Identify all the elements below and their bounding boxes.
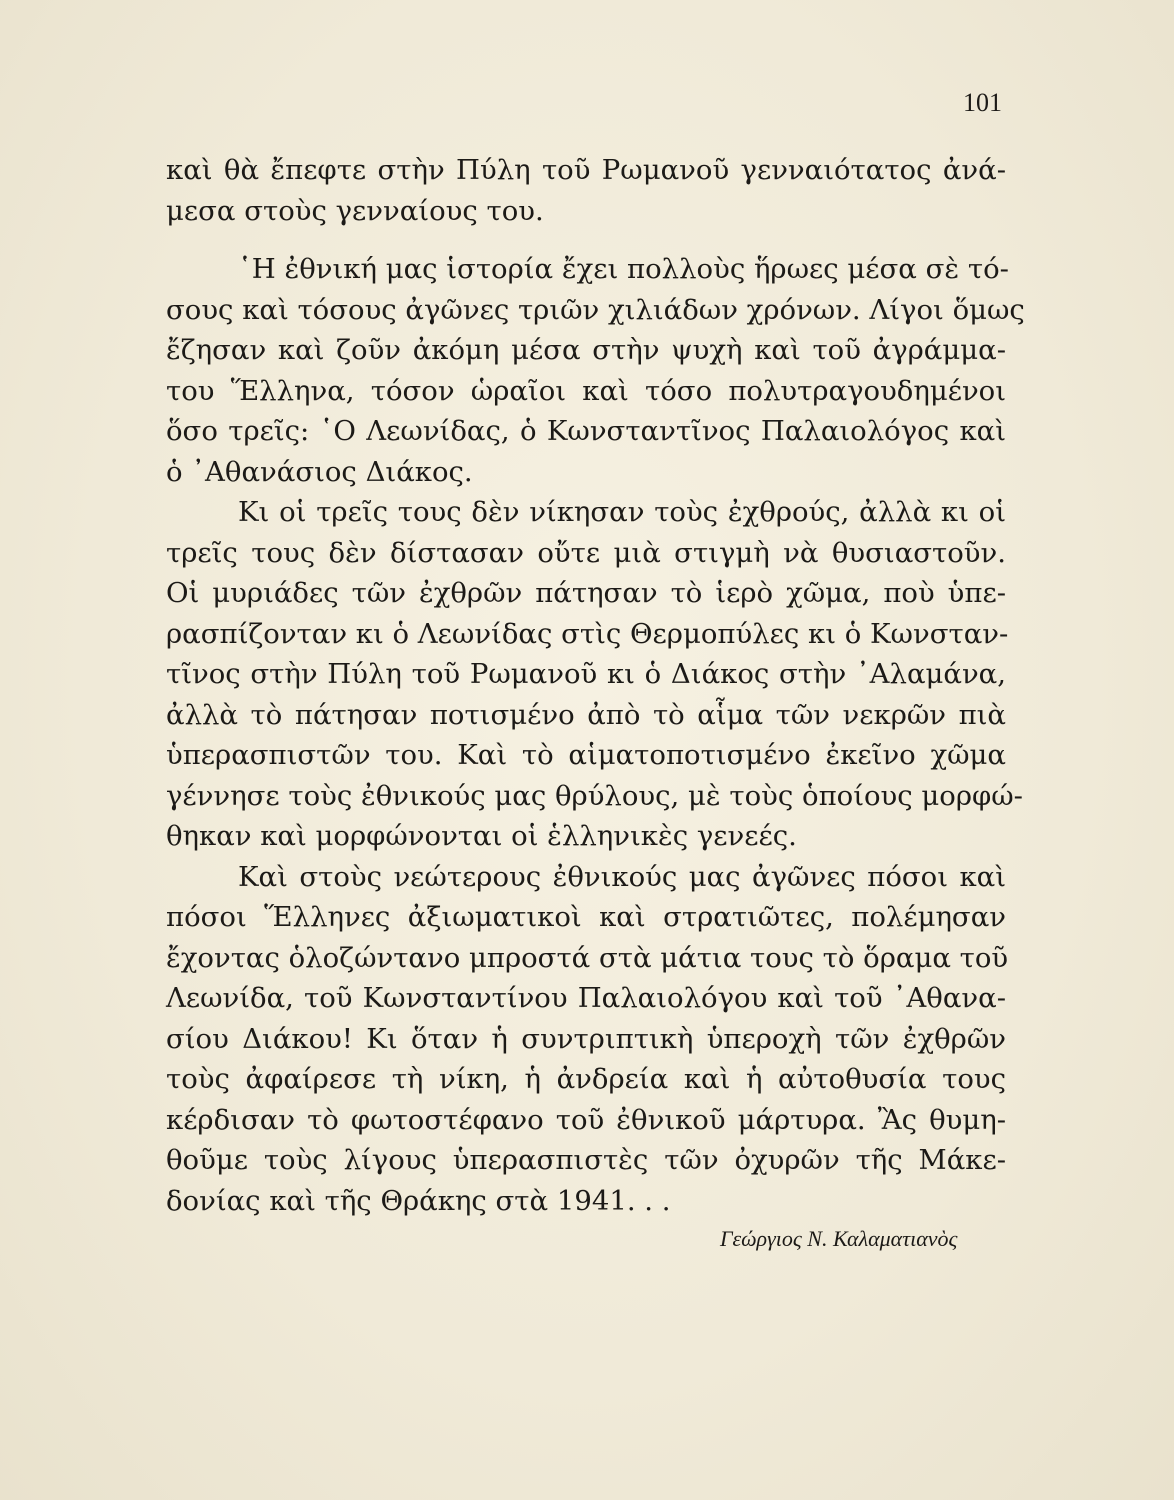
text-line: θοῦμε τοὺς λίγους ὑπερασπιστὲς τῶν ὀχυρῶν τῆς Μάκε- [166,1144,1006,1176]
text-line: σίου Διάκου! Κι ὅταν ἡ συντριπτικὴ ὑπεροχὴ τῶν ἐχθρῶν [166,1022,1006,1055]
text-line: τρεῖς τους δὲν δίστασαν οὔτε μιὰ στιγμὴ νὰ θυσιαστοῦν. [166,536,1006,569]
text-line: ῾Η ἐθνική μας ἱστορία ἔχει πολλοὺς ἥρωες μέσα σὲ τό- [238,253,1009,285]
text-line: μεσα στοὺς γενναίους του. [166,194,544,227]
paragraph-2 [166,249,1025,492]
text-line: σους καὶ τόσους ἀγῶνες τριῶν χιλιάδων χρόνων. Λίγοι ὅμως [166,293,1025,326]
text-line: καὶ θὰ ἔπεφτε στὴν Πύλη τοῦ Ρωμανοῦ γενναιότατος ἀνά- [166,154,1006,186]
paragraph-1 [166,150,1006,231]
text-line: Καὶ στοὺς νεώτερους ἐθνικούς μας ἀγῶνες πόσοι καὶ [238,860,1006,893]
text-line: ὁ ᾿Αθανάσιος Διάκος. [166,455,473,488]
text-line: πόσοι Ἕλληνες ἀξιωματικοὶ καὶ στρατιῶτες, πολέμησαν [166,901,1006,933]
text-line: δονίας καὶ τῆς Θράκης στὰ 1941. . . [166,1184,671,1217]
text-line: ἔχοντας ὁλοζώντανο μπροστά στὰ μάτια τους τὸ ὅραμα τοῦ [166,941,1009,974]
text-line: ὑπερασπιστῶν του. Καὶ τὸ αἱματοποτισμένο ἐκεῖνο χῶμα [166,739,1006,771]
text-line: κέρδισαν τὸ φωτοστέφανο τοῦ ἐθνικοῦ μάρτυρα. Ἂς θυμη- [166,1103,1006,1136]
text-line: Κι οἱ τρεῖς τους δὲν νίκησαν τοὺς ἐχθρούς, ἀλλὰ κι οἱ [238,496,1006,528]
paragraph-4 [166,857,1009,1222]
text-line: Οἱ μυριάδες τῶν ἐχθρῶν πάτησαν τὸ ἱερὸ χῶμα, ποὺ ὑπε- [166,577,1006,609]
text-line: γέννησε τοὺς ἐθνικούς μας θρύλους, μὲ τοὺς ὁποίους μορφώ- [166,779,1023,812]
author-signature: Γεώργιος Ν. Καλαματιανὸς [720,1226,958,1251]
body-text [166,150,1025,1221]
text-line: τῖνος στὴν Πύλη τοῦ Ρωμανοῦ κι ὁ Διάκος στὴν ᾿Αλαμάνα, [166,658,1006,690]
text-line: ἔζησαν καὶ ζοῦν ἀκόμη μέσα στὴν ψυχὴ καὶ τοῦ ἀγράμμα- [166,334,1006,366]
text-line: Λεωνίδα, τοῦ Κωνσταντίνου Παλαιολόγου καὶ τοῦ ᾿Αθανα- [166,982,1006,1014]
page-number: 101 [963,88,1002,117]
text-line: ρασπίζονταν κι ὁ Λεωνίδας στὶς Θερμοπύλες κι ὁ Κωνσταν- [166,617,1009,650]
text-line: θηκαν καὶ μορφώνονται οἱ ἑλληνικὲς γενεές. [166,820,797,852]
text-line: του Ἕλληνα, τόσον ὡραῖοι καὶ τόσο πολυτραγουδημένοι [166,374,1006,407]
text-line: ὅσο τρεῖς: ῾Ο Λεωνίδας, ὁ Κωνσταντῖνος Παλαιολόγος καὶ [166,415,1006,447]
text-line: τοὺς ἀφαίρεσε τὴ νίκη, ἡ ἀνδρεία καὶ ἡ αὐτοθυσία τους [166,1063,1006,1095]
paragraph-3 [166,492,1023,857]
text-line: ἀλλὰ τὸ πάτησαν ποτισμένο ἀπὸ τὸ αἷμα τῶν νεκρῶν πιὰ [166,698,1006,731]
